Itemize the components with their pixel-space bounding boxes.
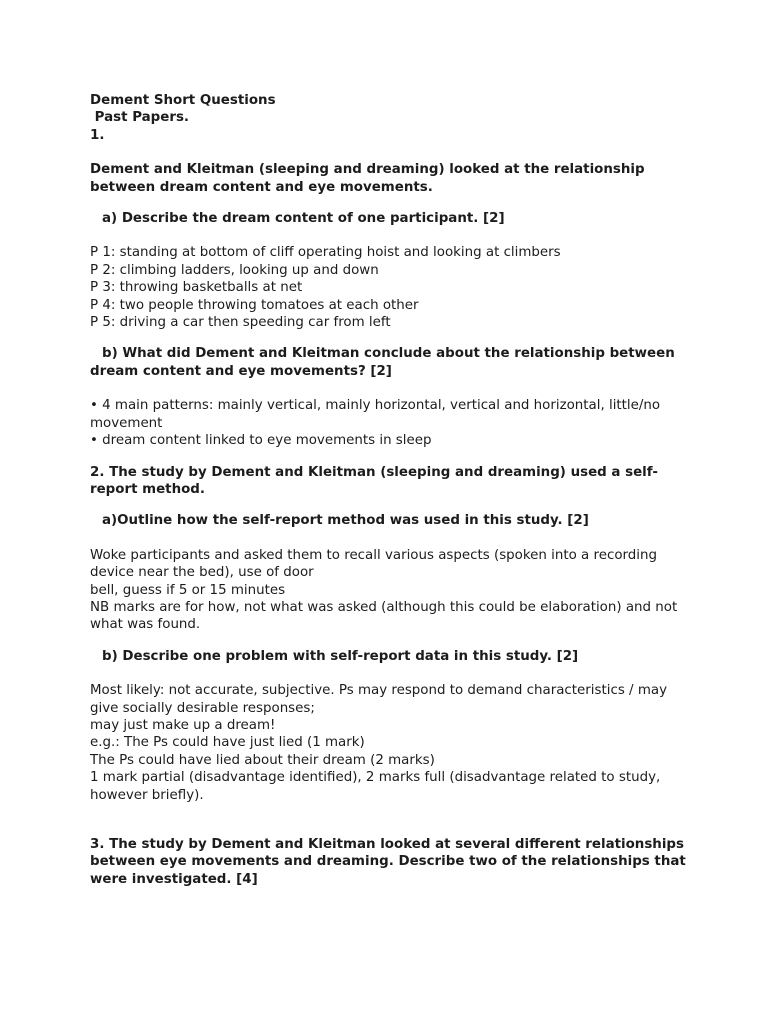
list-item: P 1: standing at bottom of cliff operating hoist and looking at climbers [90, 245, 561, 261]
q2a-question: a)Outline how the self-report method was used in this study. [2] [102, 513, 589, 529]
document-page [90, 92, 690, 888]
list-item: P 4: two people throwing tomatoes at each other [90, 297, 419, 313]
list-item: P 5: driving a car then speeding car from left [90, 315, 391, 331]
list-item: Woke participants and asked them to recall various aspects (spoken into a recording device near the bed), use of door [90, 547, 662, 581]
list-item: may just make up a dream! [90, 717, 276, 733]
q2b-question: b) Describe one problem with self-report data in this study. [2] [102, 648, 579, 664]
list-item: Most likely: not accurate, subjective. Ps may respond to demand characteristics / may give socially desirable responses; [90, 683, 672, 716]
list-item: P 2: climbing ladders, looking up and down [90, 262, 379, 278]
list-item: The Ps could have lied about their dream (2 marks) [90, 752, 435, 768]
q3-stem: 3. The study by Dement and Kleitman looked at several different relationships between eye movements and dreaming. Describe two of the relationships that were investigated. [4] [90, 837, 691, 887]
question-number: 1. [90, 127, 105, 143]
q1a-question: a) Describe the dream content of one participant. [2] [102, 211, 505, 227]
list-item: P 3: throwing basketballs at net [90, 280, 303, 296]
q2-stem: 2. The study by Dement and Kleitman (sleeping and dreaming) used a self-report method. [90, 464, 658, 497]
q2a-answers [90, 547, 690, 634]
list-item: e.g.: The Ps could have just lied (1 mark) [90, 735, 365, 751]
list-item: NB marks are for how, not what was asked (although this could be elaboration) and not what was found. [90, 599, 682, 633]
q1b-answers [90, 397, 690, 449]
list-item: • dream content linked to eye movements in sleep [90, 433, 432, 449]
q1-stem: Dement and Kleitman (sleeping and dreaming) looked at the relationship between dream content and eye movements. [90, 162, 650, 195]
q2b-answers [90, 682, 690, 804]
q1a-answers [90, 244, 690, 331]
list-item: 1 mark partial (disadvantage identified), 2 marks full (disadvantage related to study, however briefly). [90, 770, 665, 803]
list-item: bell, guess if 5 or 15 minutes [90, 582, 286, 598]
doc-title: Dement Short Questions [90, 93, 276, 108]
q1b-question: b) What did Dement and Kleitman conclude about the relationship between dream content and eye movements? [2] [90, 346, 680, 379]
list-item: • 4 main patterns: mainly vertical, mainly horizontal, vertical and horizontal, little/no movement [90, 398, 665, 431]
doc-subtitle: Past Papers. [90, 110, 190, 126]
